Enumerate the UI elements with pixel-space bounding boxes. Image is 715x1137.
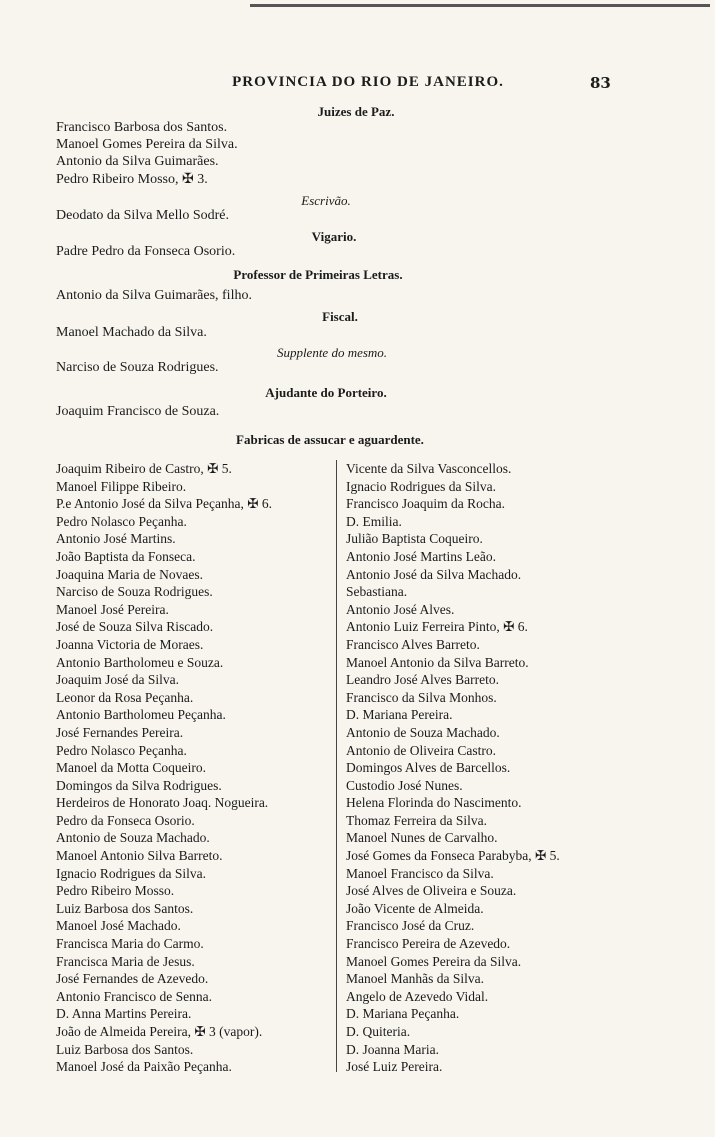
list-item: José Fernandes Pereira. — [56, 724, 184, 740]
juiz-entry: Manoel Gomes Pereira da Silva. — [56, 137, 238, 152]
section-title-ajudante: Ajudante do Porteiro. — [265, 385, 387, 400]
list-item: Sebastiana. — [346, 584, 408, 600]
list-item: Francisco Pereira de Azevedo. — [346, 936, 511, 952]
section-title-fabricas: Fabricas de assucar e aguardente. — [236, 432, 424, 447]
section-title-supplente: Supplente do mesmo. — [276, 345, 388, 360]
list-item: Manoel Francisco da Silva. — [346, 865, 494, 881]
section-title-escrivao: Escrivão. — [301, 193, 351, 208]
professor-entry: Antonio da Silva Guimarães, filho. — [56, 288, 252, 303]
list-item: Antonio Francisco de Senna. — [56, 988, 212, 1004]
list-item: Joanna Victoria de Moraes. — [56, 636, 204, 652]
list-item: Manoel Manhãs da Silva. — [346, 971, 484, 987]
list-item: João Baptista da Fonseca. — [56, 548, 196, 564]
list-item: Luiz Barbosa dos Santos. — [56, 900, 194, 916]
list-item: D. Anna Martins Pereira. — [56, 1006, 192, 1022]
section-title-juizes: Juizes de Paz. — [317, 104, 395, 119]
list-item: Manoel Antonio da Silva Barreto. — [346, 654, 529, 670]
list-item: Francisca Maria do Carmo. — [56, 936, 204, 952]
fabricas-right-column — [342, 460, 654, 1076]
list-item: Thomaz Ferreira da Silva. — [346, 812, 487, 828]
list-item: Joaquina Maria de Novaes. — [56, 566, 203, 582]
list-item: Antonio Bartholomeu e Souza. — [56, 654, 224, 670]
list-item: Domingos Alves de Barcellos. — [346, 760, 511, 776]
list-item: D. Mariana Peçanha. — [346, 1006, 460, 1022]
list-item: Antonio Bartholomeu Peçanha. — [56, 707, 226, 723]
list-item: Francisco Joaquim da Rocha. — [346, 496, 505, 512]
section-title-fiscal: Fiscal. — [322, 309, 358, 324]
list-item: José Gomes da Fonseca Parabyba, ✠ 5. — [346, 848, 560, 864]
list-item: Manoel Nunes de Carvalho. — [346, 830, 498, 846]
list-item: Antonio José Martins. — [56, 531, 176, 547]
list-item: Leandro José Alves Barreto. — [346, 672, 499, 688]
list-item: Francisco Alves Barreto. — [346, 636, 480, 652]
list-item: Joaquim José da Silva. — [56, 672, 179, 688]
list-item: Pedro Nolasco Peçanha. — [56, 742, 187, 758]
list-item: Luiz Barbosa dos Santos. — [56, 1041, 194, 1057]
juiz-entry: Pedro Ribeiro Mosso, ✠ 3. — [56, 172, 208, 187]
list-item: Francisco José da Cruz. — [346, 918, 475, 934]
list-item: Domingos da Silva Rodrigues. — [56, 777, 222, 793]
section-title-professor: Professor de Primeiras Letras. — [233, 267, 403, 282]
list-item: Joaquim Ribeiro de Castro, ✠ 5. — [56, 461, 232, 476]
list-item: Manoel da Motta Coqueiro. — [56, 760, 206, 776]
top-rule — [250, 4, 710, 7]
list-item: D. Joanna Maria. — [346, 1041, 439, 1057]
list-item: Julião Baptista Coqueiro. — [346, 531, 483, 547]
list-item: Manoel Gomes Pereira da Silva. — [346, 953, 522, 969]
column-divider — [336, 460, 337, 1072]
list-item: D. Quiteria. — [346, 1024, 411, 1039]
list-item: Antonio de Souza Machado. — [56, 830, 210, 846]
list-item: Custodio José Nunes. — [346, 777, 463, 793]
supplente-entry: Narciso de Souza Rodrigues. — [56, 360, 219, 375]
page-header — [0, 74, 715, 96]
page-title: PROVINCIA DO RIO DE JANEIRO. — [232, 74, 504, 90]
section-title-vigario: Vigario. — [311, 229, 357, 244]
list-item: D. Mariana Pereira. — [346, 707, 453, 723]
list-item: P.e Antonio José da Silva Peçanha, ✠ 6. — [56, 496, 273, 512]
list-item: Antonio José da Silva Machado. — [346, 566, 522, 582]
fabricas-left-column — [56, 460, 336, 1076]
list-item: D. Emilia. — [346, 513, 402, 529]
list-item: Manoel Antonio Silva Barreto. — [56, 848, 223, 864]
list-item: Antonio de Souza Machado. — [346, 724, 500, 740]
juiz-entry: Antonio da Silva Guimarães. — [56, 154, 219, 169]
list-item: João Vicente de Almeida. — [346, 900, 484, 916]
ajudante-entry: Joaquim Francisco de Souza. — [56, 404, 220, 419]
list-item: Narciso de Souza Rodrigues. — [56, 584, 213, 600]
list-item: Manoel José Machado. — [56, 918, 181, 934]
list-item: Pedro Nolasco Peçanha. — [56, 513, 187, 529]
vigario-entry: Padre Pedro da Fonseca Osorio. — [56, 244, 236, 259]
escrivao-entry: Deodato da Silva Mello Sodré. — [56, 208, 230, 223]
page-number: 83 — [590, 74, 611, 92]
list-item: Vicente da Silva Vasconcellos. — [346, 461, 512, 476]
list-item: Pedro da Fonseca Osorio. — [56, 812, 195, 828]
list-item: Manoel José Pereira. — [56, 601, 169, 617]
list-item: Francisca Maria de Jesus. — [56, 953, 195, 969]
juiz-entry: Francisco Barbosa dos Santos. — [56, 120, 228, 135]
list-item: Antonio de Oliveira Castro. — [346, 742, 496, 758]
list-item: Herdeiros de Honorato Joaq. Nogueira. — [56, 795, 269, 811]
list-item: Leonor da Rosa Peçanha. — [56, 689, 194, 705]
list-item: José Fernandes de Azevedo. — [56, 971, 209, 987]
list-item: Antonio José Martins Leão. — [346, 548, 496, 564]
list-item: Angelo de Azevedo Vidal. — [346, 988, 489, 1004]
list-item: Manoel Filippe Ribeiro. — [56, 478, 187, 494]
list-item: José de Souza Silva Riscado. — [56, 619, 214, 635]
list-item: José Alves de Oliveira e Souza. — [346, 883, 517, 899]
fabricas-table — [56, 460, 656, 1075]
list-item: José Luiz Pereira. — [346, 1059, 443, 1075]
list-item: Antonio José Alves. — [346, 601, 455, 617]
list-item: Antonio Luiz Ferreira Pinto, ✠ 6. — [346, 619, 528, 635]
list-item: Ignacio Rodrigues da Silva. — [56, 865, 206, 881]
list-item: Manoel José da Paixão Peçanha. — [56, 1059, 232, 1075]
list-item: João de Almeida Pereira, ✠ 3 (vapor). — [56, 1024, 263, 1039]
list-item: Pedro Ribeiro Mosso. — [56, 883, 175, 899]
fiscal-entry: Manoel Machado da Silva. — [56, 325, 207, 340]
list-item: Helena Florinda do Nascimento. — [346, 795, 522, 811]
list-item: Ignacio Rodrigues da Silva. — [346, 478, 496, 494]
list-item: Francisco da Silva Monhos. — [346, 689, 497, 705]
